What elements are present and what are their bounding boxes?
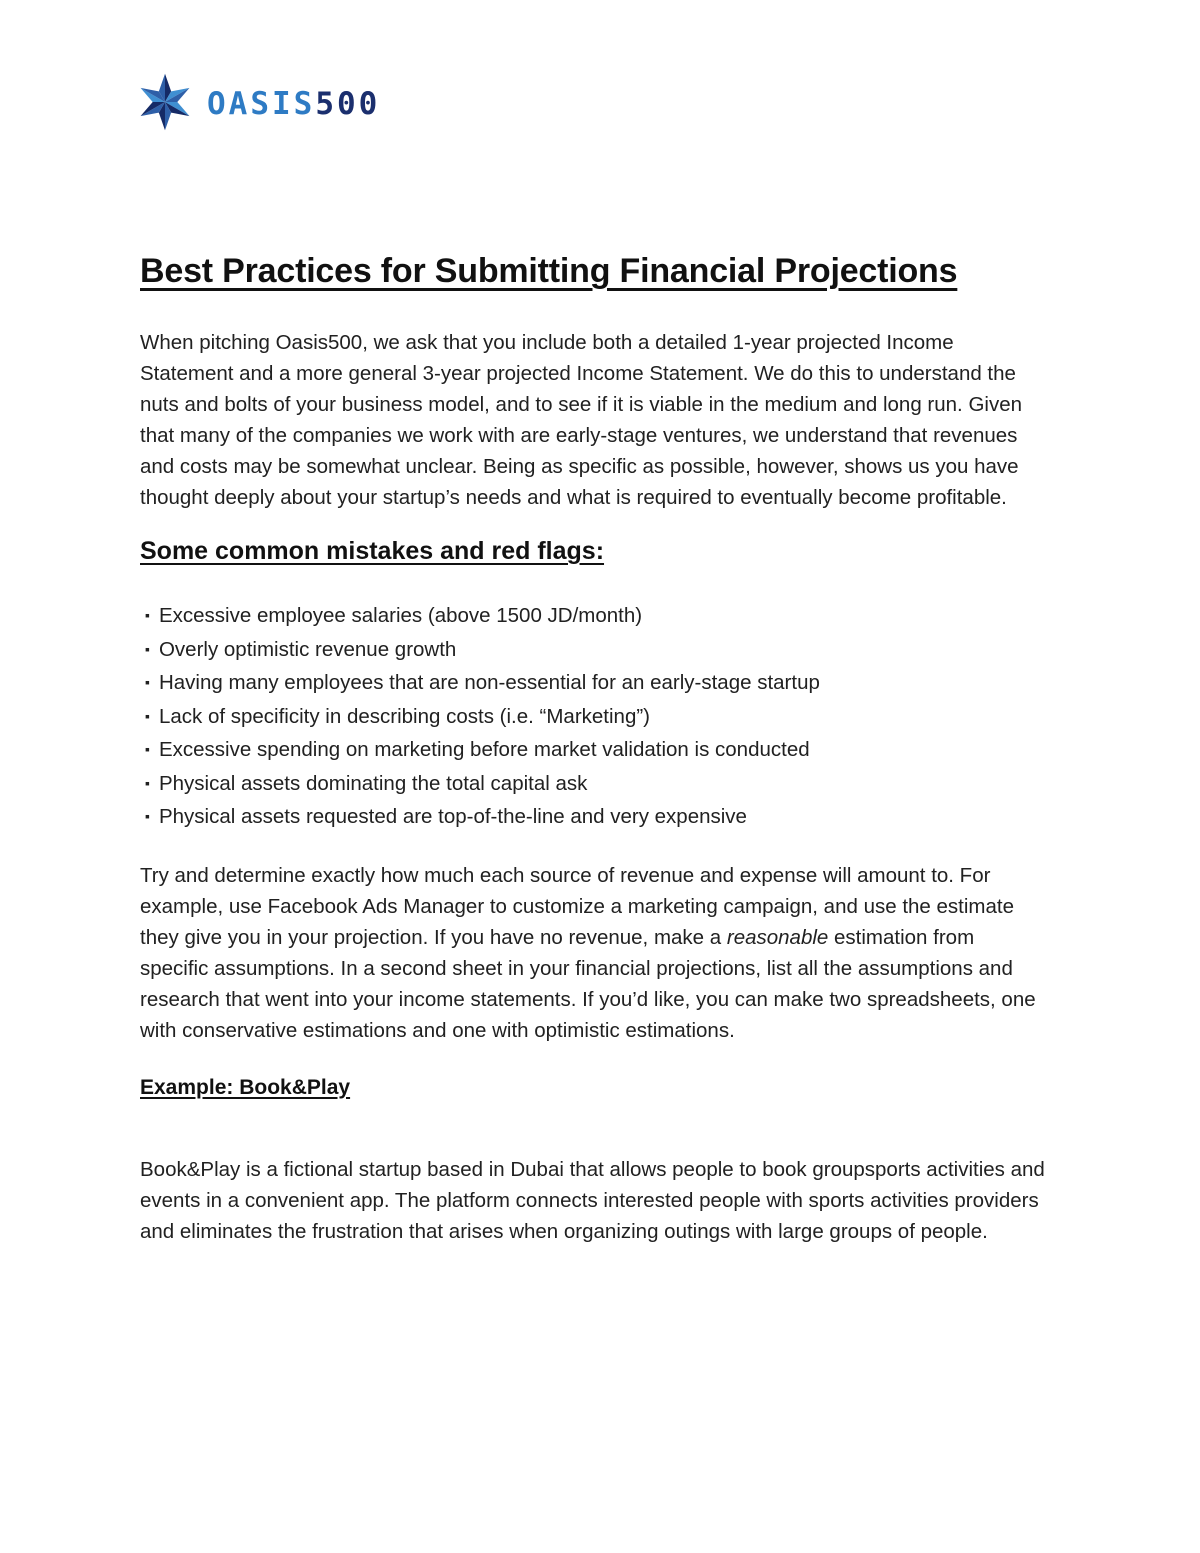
list-item [140,667,1045,701]
advice-text-after: estimation from specific assumptions. In a second sheet in your financial projections, list all the assumptions and research that went into your income statements. If you’d like, you can make two spreadsheets, one with conservative estimations and one with optimistic estimations. [140,925,1036,1042]
mistakes-list [140,600,1045,835]
oasis500-wordmark [207,85,381,122]
list-item-text: Excessive employee salaries (above 1500 JD/month) [158,604,643,627]
list-item-text: Physical assets requested are top-of-the-line and very expensive [158,805,747,828]
list-item-text: Having many employees that are non-essential for an early-stage startup [158,671,820,694]
advice-text-before: Try and determine exactly how much each source of revenue and expense will amount to. For example, use Facebook Ads Manager to customize a marketing campaign, and use the estimate they give you in your projection. If you have no revenue, make a [140,863,1015,949]
bullet-square-icon: ▪ [145,607,150,623]
example-heading: Example: Book&Play [140,1075,351,1099]
oasis500-star-icon [133,70,197,134]
wordmark-500: 500 [315,85,381,122]
advice-paragraph [140,860,1045,1046]
wordmark-oasis: OASIS [207,85,316,122]
intro-paragraph: When pitching Oasis500, we ask that you include both a detailed 1-year projected Income Statement and a more general 3-year projected Income Statement. We do this to understand the nuts and bolts of your business model, and to see if it is viable in the medium and long run. Given that many of the companies we work with are early-stage ventures, we understand that revenues and costs may be somewhat unclear. Being as specific as possible, however, shows us you have thought deeply about your startup’s needs and what is required to eventually become profitable. [140,331,1023,509]
list-item [140,734,1045,768]
bullet-square-icon: ▪ [145,741,150,757]
mistakes-heading: Some common mistakes and red flags: [140,537,605,565]
list-item-text: Physical assets dominating the total capital ask [158,771,588,795]
list-item [140,600,1045,634]
bullet-square-icon: ▪ [145,774,150,791]
list-item-text: Overly optimistic revenue growth [158,637,457,661]
example-paragraph: Book&Play is a fictional startup based in Dubai that allows people to book groupsports activities and events in a convenient app. The platform connects interested people with sports activities providers and eliminates the frustration that arises when organizing outings with large groups of people. [140,1157,1045,1243]
list-item-text: Excessive spending on marketing before market validation is conducted [158,738,810,761]
bullet-square-icon: ▪ [145,640,150,657]
advice-italic-word: reasonable [726,925,829,949]
bullet-square-icon: ▪ [145,808,150,824]
list-item [140,701,1045,735]
list-item [140,801,1045,835]
list-item-text: Lack of specificity in describing costs (i.e. “Marketing”) [158,704,650,728]
bullet-square-icon: ▪ [145,707,150,724]
oasis500-logo [133,70,1045,134]
page-title: Best Practices for Submitting Financial Projections [140,252,958,290]
list-item [140,768,1045,802]
list-item [140,634,1045,668]
bullet-square-icon: ▪ [145,674,150,690]
